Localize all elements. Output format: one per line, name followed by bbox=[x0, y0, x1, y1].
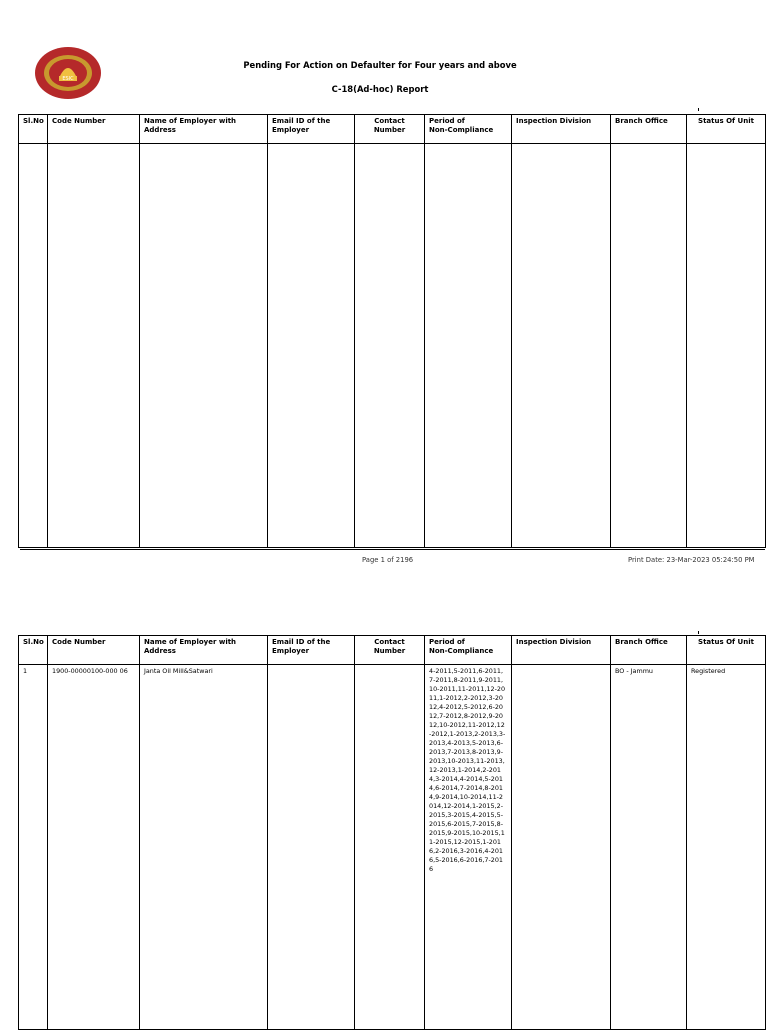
divider-tick-2 bbox=[698, 631, 699, 634]
col-header-email: Email ID of the Employer bbox=[268, 636, 355, 665]
table-row-empty bbox=[19, 144, 766, 548]
col-header-employer: Name of Employer with Address bbox=[140, 636, 268, 665]
table-row bbox=[19, 665, 766, 1030]
table-header-row bbox=[19, 636, 766, 665]
col-header-code: Code Number bbox=[48, 115, 140, 144]
svg-text:ESIC: ESIC bbox=[62, 76, 74, 82]
col-header-slno: Sl.No bbox=[19, 115, 48, 144]
cell-branch-office: BO - Jammu bbox=[611, 665, 687, 1030]
col-header-inspection: Inspection Division bbox=[512, 115, 611, 144]
col-header-employer: Name of Employer with Address bbox=[140, 115, 268, 144]
cell-period: 4-2011,5-2011,6-2011,7-2011,8-2011,9-2011,10-2011,11-2011,12-2011,1-2012,2-2012,3-2012,4-2012,5-2012,6-2012,7-2012,8-2012,9-2012,10-2012,11-2012,12-2012,1-2013,2-2013,3-2013,4-2013,5-2013,6-2013,7-2013,8-2013,9-2013,10-2013,11-2013,12-2013,1-2014,2-2014,3-2014,4-2014,5-2014,6-2014,7-2014,8-2014,9-2014,10-2014,11-2014,12-2014,1-2015,2-2015,3-2015,4-2015,5-2015,6-2015,7-2015,8-2015,9-2015,10-2015,11-2015,12-2015,1-2016,2-2016,3-2016,4-2016,5-2016,6-2016,7-2016 bbox=[425, 665, 512, 1030]
col-header-branch: Branch Office bbox=[611, 636, 687, 665]
divider-tick bbox=[698, 108, 699, 111]
col-header-period: Period of Non-Compliance bbox=[425, 636, 512, 665]
col-header-contact: Contact Number bbox=[355, 636, 425, 665]
col-header-status: Status Of Unit bbox=[687, 115, 766, 144]
cell-contact bbox=[355, 665, 425, 1030]
col-header-code: Code Number bbox=[48, 636, 140, 665]
report-table-page-2 bbox=[18, 635, 766, 1030]
page-number: Page 1 of 2196 bbox=[362, 556, 414, 564]
col-header-branch: Branch Office bbox=[611, 115, 687, 144]
cell-slno: 1 bbox=[19, 665, 48, 1030]
report-table-page-1 bbox=[18, 114, 766, 548]
col-header-status: Status Of Unit bbox=[687, 636, 766, 665]
footer-divider bbox=[20, 549, 765, 550]
print-date: Print Date: 23-Mar-2023 05:24:50 PM bbox=[628, 556, 755, 564]
table-header-row bbox=[19, 115, 766, 144]
cell-code-number: 1900-00000100-000 06 bbox=[48, 665, 140, 1030]
report-title: Pending For Action on Defaulter for Four years and above bbox=[243, 60, 517, 70]
col-header-inspection: Inspection Division bbox=[512, 636, 611, 665]
cell-email bbox=[268, 665, 355, 1030]
cell-employer: Janta Oil Mill&Satwari bbox=[140, 665, 268, 1030]
cell-status: Registered bbox=[687, 665, 766, 1030]
report-subtitle: C-18(Ad-hoc) Report bbox=[331, 84, 429, 94]
col-header-period: Period of Non-Compliance bbox=[425, 115, 512, 144]
col-header-contact: Contact Number bbox=[355, 115, 425, 144]
cell-inspection-division bbox=[512, 665, 611, 1030]
col-header-slno: Sl.No bbox=[19, 636, 48, 665]
col-header-email: Email ID of the Employer bbox=[268, 115, 355, 144]
